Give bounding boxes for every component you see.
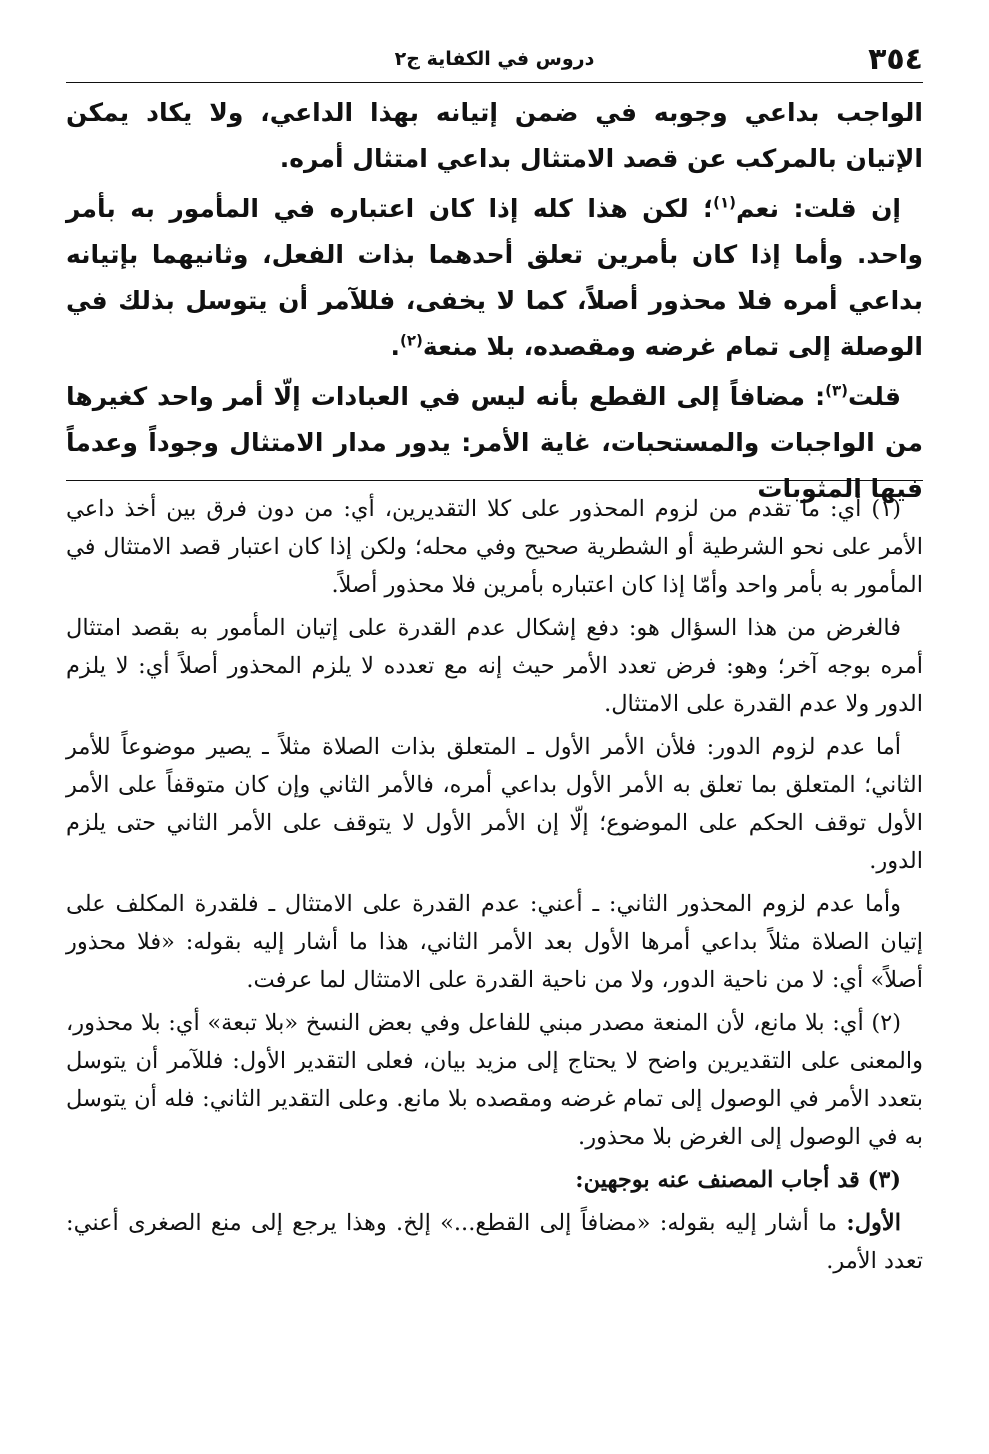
footnote-1-paragraph-2: فالغرض من هذا السؤال هو: دفع إشكال عدم القدرة على إتيان المأمور به بقصد امتثال أمره بوجه آخر؛ وهو: فرض تعدد الأمر حيث إنه مع تعدده لا يلزم المحذور أصلاً أي: لا يلزم الدور ولا عدم القدرة على الامتثال.: [66, 615, 923, 717]
book-page: [66, 38, 923, 1438]
main-text: [66, 90, 923, 516]
main-paragraph-1: [66, 90, 923, 182]
footnote-divider: [66, 480, 923, 481]
page-number: ٣٥٤: [868, 42, 923, 77]
footnotes: [66, 490, 923, 1285]
page-header: [66, 38, 923, 83]
footnote-ref-3: (٣): [825, 381, 848, 400]
footnote-2: (٢) أي: بلا مانع، لأن المنعة مصدر مبني للفاعل وفي بعض النسخ «بلا تبعة» أي: بلا محذور، والمعنى على التقديرين واضح لا يحتاج إلى مزيد بيان، فعلى التقدير الأول: فللآمر أن يتوسل بتعدد الأمر في الوصول إلى تمام غرضه ومقصده بلا مانع. وعلى التقدير الثاني: فله أن يتوسل به في الوصول إلى الغرض بلا محذور.: [66, 1010, 923, 1150]
footnote-3-first-answer: [66, 1204, 923, 1280]
footnote-ref-1: (١): [713, 193, 736, 212]
question-label: إن قلت: نعم: [735, 194, 901, 223]
footnote-3-first-label: الأول:: [846, 1210, 901, 1236]
main-paragraph-3-text: : مضافاً إلى القطع بأنه ليس في العبادات إلّا أمر واحد كغيرها من الواجبات والمستحبات، غاية الأمر: يدور مدار الامتثال وجوداً وعدماً فيها المثوبات: [66, 382, 923, 503]
running-title: دروس في الكفاية ج٢: [394, 48, 595, 70]
main-paragraph-2: [66, 186, 923, 370]
footnote-1-paragraph-3: أما عدم لزوم الدور: فلأن الأمر الأول ـ المتعلق بذات الصلاة مثلاً ـ يصير موضوعاً للأمر الثاني؛ المتعلق بما تعلق به الأمر الأول بداعي أمره، فالأمر الثاني وإن كان متوقفاً على الأمر الأول توقف الحكم على الموضوع؛ إلّا إن الأمر الأول لا يتوقف على الأمر الثاني حتى يلزم الدور.: [66, 734, 923, 874]
main-paragraph-2-text: ؛ لكن هذا كله إذا كان اعتباره في المأمور به بأمر واحد. وأما إذا كان بأمرين تعلق أحدهما بذات الفعل، وثانيهما بإتيانه بداعي أمره فلا محذور أصلاً، كما لا يخفى، فللآمر أن يتوسل بذلك في الوصلة إلى تمام غرضه ومقصده، بلا منعة: [66, 194, 923, 361]
main-paragraph-2-end: .: [390, 332, 401, 361]
footnote-3-first-text: ما أشار إليه بقوله: «مضافاً إلى القطع...» إلخ. وهذا يرجع إلى منع الصغرى أعني: تعدد الأمر.: [66, 1210, 923, 1274]
answer-label: قلت: [847, 382, 901, 411]
footnote-3-title: (٣) قد أجاب المصنف عنه بوجهين:: [575, 1167, 901, 1193]
footnote-ref-2: (٢): [400, 331, 423, 350]
footnote-1-paragraph-1: (١) أي: ما تقدم من لزوم المحذور على كلا التقديرين، أي: من دون فرق بين أخذ داعي الأمر على نحو الشرطية أو الشطرية صحيح وفي محله؛ ولكن إذا كان اعتبار قصد الامتثال في المأمور به بأمر واحد وأمّا إذا كان اعتباره بأمرين فلا محذور أصلاً.: [66, 496, 923, 598]
footnote-1-paragraph-4: وأما عدم لزوم المحذور الثاني: ـ أعني: عدم القدرة على الامتثال ـ فلقدرة المكلف على إتيان الصلاة مثلاً بداعي أمرها الأول بعد الأمر الثاني، هذا ما أشار إليه بقوله: «فلا محذور أصلاً» أي: لا من ناحية الدور، ولا من ناحية القدرة على الامتثال لما عرفت.: [66, 891, 923, 993]
main-paragraph-1-text: الواجب بداعي وجوبه في ضمن إتيانه بهذا الداعي، ولا يكاد يمكن الإتيان بالمركب عن قصد الامتثال بداعي امتثال أمره.: [66, 98, 923, 173]
